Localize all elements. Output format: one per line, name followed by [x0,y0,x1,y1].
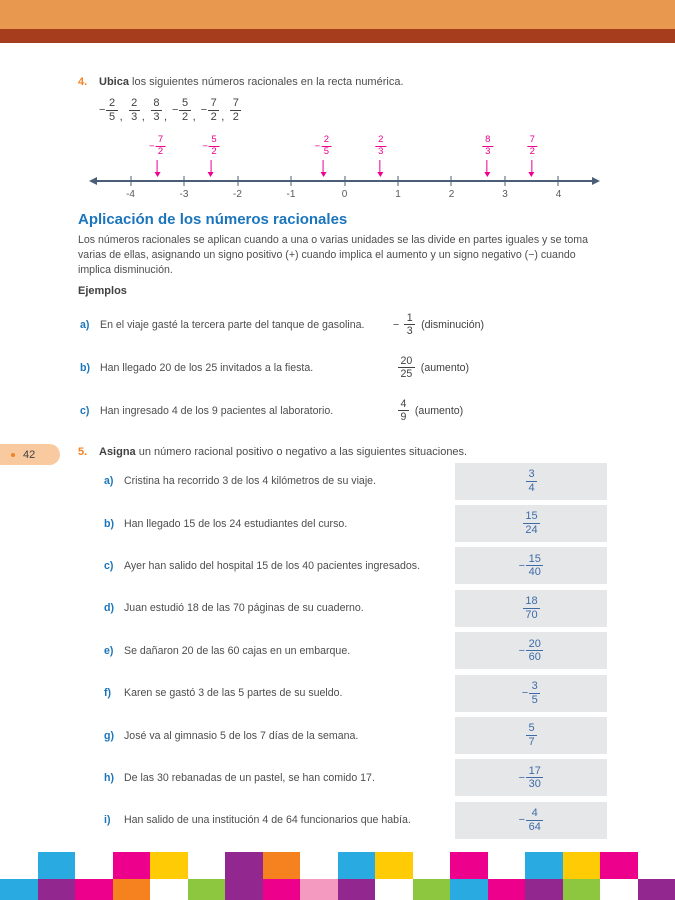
footer-block [113,852,151,879]
footer-block [525,879,563,900]
footer-block [225,879,263,900]
footer-block [375,852,413,879]
page-content [0,76,675,839]
footer-mosaic [0,852,675,900]
item-text: Han salido de una institución 4 de 64 funcionarios que había. [124,814,411,827]
item-letter: h) [104,771,114,784]
point-fraction-label: − $\frac{5}{2}$ [202,135,219,158]
fraction-sign: − [518,644,526,657]
fraction-sign: − [521,687,529,700]
footer-block [413,852,451,879]
example-note: (disminución) [421,318,485,331]
numberline-tick [558,176,559,186]
example-row [80,396,630,426]
numberline-point [315,135,332,177]
footer-block [638,852,675,879]
numberline-tick-label: -4 [126,189,135,201]
fraction-value: $\frac{3}{5}$ [529,680,540,706]
fraction [229,97,241,123]
example-row [80,353,630,383]
footer-block [488,879,526,900]
numberline-tick-label: 2 [448,189,455,201]
fraction-value: $\frac{4}{64}$ [526,807,543,833]
fraction-value: $\frac{18}{70}$ [523,595,540,621]
footer-block [338,879,376,900]
numberline-tick [397,176,398,186]
point-fraction-label: − $\frac{7}{2}$ [149,135,166,158]
point-arrow-stem [380,160,381,172]
fraction-sign: − [200,104,208,117]
item-letter: c) [104,559,114,572]
example-row [80,310,630,340]
footer-block [225,852,263,879]
footer-block [188,879,226,900]
numberline-tick-label: 1 [395,189,401,201]
point-fraction-label: $\frac{7}{2}$ [526,135,537,158]
point-arrowhead-icon [154,172,160,177]
footer-block [600,852,638,879]
item-text: Cristina ha recorrido 3 de los 4 kilómetros de su viaje. [124,475,377,488]
point-arrowhead-icon [208,172,214,177]
fraction-value: $\frac{20}{25}$ [398,355,415,380]
fraction-sign: − [518,814,526,827]
point-arrowhead-icon [377,172,383,177]
footer-block [300,879,338,900]
point-fraction-label: − $\frac{2}{5}$ [315,135,332,158]
footer-block [413,879,451,900]
fraction-sign: − [99,104,106,117]
answer-box [455,675,607,712]
list-item [104,632,607,669]
header-band [0,0,675,29]
fraction-value: $\frac{1}{3}$ [404,312,415,337]
item-text: Se dañaron 20 de las 60 cajas en un embarque. [124,644,351,657]
numberline-tick-label: -3 [179,189,189,201]
fraction-sign: − [393,318,400,331]
exercise4-number: 4. [78,76,88,88]
footer-block [38,879,76,900]
footer-row [0,879,675,900]
page-number: 42 [23,448,36,461]
fraction-value: $\frac{15}{24}$ [523,510,540,536]
example-note: (aumento) [414,404,464,417]
list-item [104,675,607,712]
fraction-sign: − [518,771,526,784]
item-letter: e) [104,644,114,657]
fraction-value: $\frac{15}{40}$ [526,553,543,579]
list-item [104,717,607,754]
item-text: Han llegado 15 de los 24 estudiantes del curso. [124,517,348,530]
example-text: Han ingresado 4 de los 9 pacientes al laboratorio. [100,404,334,417]
example-letter: a) [80,318,90,331]
footer-block [0,879,38,900]
answer-box [455,463,607,500]
exercise4-text: los siguientes números racionales en la recta numérica. [128,76,404,88]
footer-block [638,879,675,900]
answer-box [455,759,607,796]
example-letter: c) [80,404,90,417]
list-item [104,505,607,542]
fraction-value: $\frac{5}{7}$ [526,722,537,748]
footer-block [0,852,38,879]
answer-box [455,802,607,839]
example-letter: b) [80,361,90,374]
numberline-tick [451,176,452,186]
fraction [172,97,196,123]
list-item [104,802,607,839]
footer-block [450,852,488,879]
numberline-tick [130,176,131,186]
fraction-sign: − [172,104,179,117]
example-text: Han llegado 20 de los 25 invitados a la fiesta. [100,361,314,374]
item-text: Juan estudió 18 de las 70 páginas de su cuaderno. [124,602,364,615]
numberline-point [482,135,493,177]
item-letter: a) [104,475,114,488]
numberline-tick-label: -1 [286,189,296,201]
footer-block [600,879,638,900]
item-letter: g) [104,729,114,742]
footer-block [375,879,413,900]
numberline-point [149,135,166,177]
item-text: De las 30 rebanadas de un pastel, se han comido 17. [124,771,375,784]
footer-block [113,879,151,900]
footer-block [338,852,376,879]
list-item [104,547,607,584]
item-text: Ayer han salido del hospital 15 de los 40 pacientes ingresados. [124,559,421,572]
footer-block [488,852,526,879]
footer-block [150,879,188,900]
fraction-value: $\frac{8}{3}$ [151,97,162,123]
fraction [201,97,225,123]
right-arrow-icon [592,177,600,185]
example-answer [393,312,484,337]
footer-block [75,879,113,900]
point-arrowhead-icon [320,172,326,177]
item-text: Karen se gastó 3 de las 5 partes de su sueldo. [124,687,343,700]
point-arrow-stem [157,160,158,172]
item-text: José va al gimnasio 5 de los 7 días de la semana. [124,729,359,742]
point-arrowhead-icon [484,172,490,177]
point-fraction-label: $\frac{8}{3}$ [482,135,493,158]
example-answer [393,355,469,380]
item-letter: b) [104,517,114,530]
point-arrow-stem [487,160,488,172]
point-fraction-label: $\frac{2}{3}$ [375,135,386,158]
header-stripe [0,29,675,43]
exercise4-header [78,76,630,88]
point-arrow-stem [210,160,211,172]
fraction-value: $\frac{7}{2}$ [208,97,219,123]
answer-box [455,590,607,627]
section-body: Los números racionales se aplican cuando a una o varias unidades se las divide en partes iguales y se toma varias de ellas, asignando un signo positivo (+) cuando implica el aumento y un signo negativo (−) cuando implica disminución. [78,234,588,276]
footer-block [188,852,226,879]
footer-row [0,852,675,879]
list-item [104,463,607,500]
point-arrow-stem [323,160,324,172]
footer-block [300,852,338,879]
left-arrow-icon [89,177,97,185]
numberline-tick-label: 4 [555,189,562,201]
answer-box [455,547,607,584]
item-letter: f) [104,687,112,700]
numberline-tick [344,176,345,186]
numberline-point [202,135,219,177]
footer-block [525,852,563,879]
exercise4-verb: Ubica [99,76,129,88]
examples-label: Ejemplos [78,284,127,297]
numberline-point [526,135,537,177]
fraction [150,97,167,123]
footer-block [563,879,601,900]
footer-block [150,852,188,879]
exercise5-items [104,463,607,839]
answer-box [455,632,607,669]
numberline-tick [291,176,292,186]
numberline-tick [237,176,238,186]
example-note: (aumento) [420,361,470,374]
exercise4-instruction [99,76,404,88]
exercise5-verb: Asigna [99,445,136,458]
footer-block [75,852,113,879]
exercise5-header [78,446,630,458]
numberline-tick [184,176,185,186]
number-line [92,135,597,203]
fraction-value: $\frac{20}{60}$ [526,638,543,664]
numberline-tick [504,176,505,186]
footer-block [450,879,488,900]
fraction-value: $\frac{4}{9}$ [398,398,409,423]
fraction-sign: − [518,559,526,572]
fraction-value: $\frac{2}{5}$ [106,97,117,123]
list-item [104,590,607,627]
point-arrow-stem [531,160,532,172]
fraction-value: $\frac{17}{30}$ [526,765,543,791]
numberline-tick-label: 0 [341,189,348,201]
item-letter: d) [104,602,114,615]
footer-block [38,852,76,879]
numberline-tick-label: -2 [233,189,242,201]
fraction-value: $\frac{5}{2}$ [179,97,190,123]
list-item [104,759,607,796]
footer-block [563,852,601,879]
fraction-value: $\frac{2}{3}$ [129,97,140,123]
fraction-value: $\frac{3}{4}$ [526,468,537,494]
page-number-badge [0,444,60,465]
footer-block [263,852,301,879]
footer-block [263,879,301,900]
answer-box [455,717,607,754]
item-letter: i) [104,814,111,827]
numberline-point [375,135,386,177]
exercise5-instruction [99,446,467,458]
exercise4-fraction-list [99,97,630,123]
example-answer [393,398,463,423]
exercise5-text: un número racional positivo o negativo a las siguientes situaciones. [135,445,468,458]
example-text: En el viaje gasté la tercera parte del tanque de gasolina. [100,318,365,331]
answer-box [455,505,607,542]
fraction [99,97,123,123]
exercise5-number: 5. [78,445,88,458]
bullet-dot-icon [11,453,15,457]
fraction-value: $\frac{7}{2}$ [230,97,241,123]
fraction [128,97,145,123]
numberline-tick-label: 3 [502,189,508,201]
section-title: Aplicación de los números racionales [78,211,348,229]
point-arrowhead-icon [529,172,535,177]
